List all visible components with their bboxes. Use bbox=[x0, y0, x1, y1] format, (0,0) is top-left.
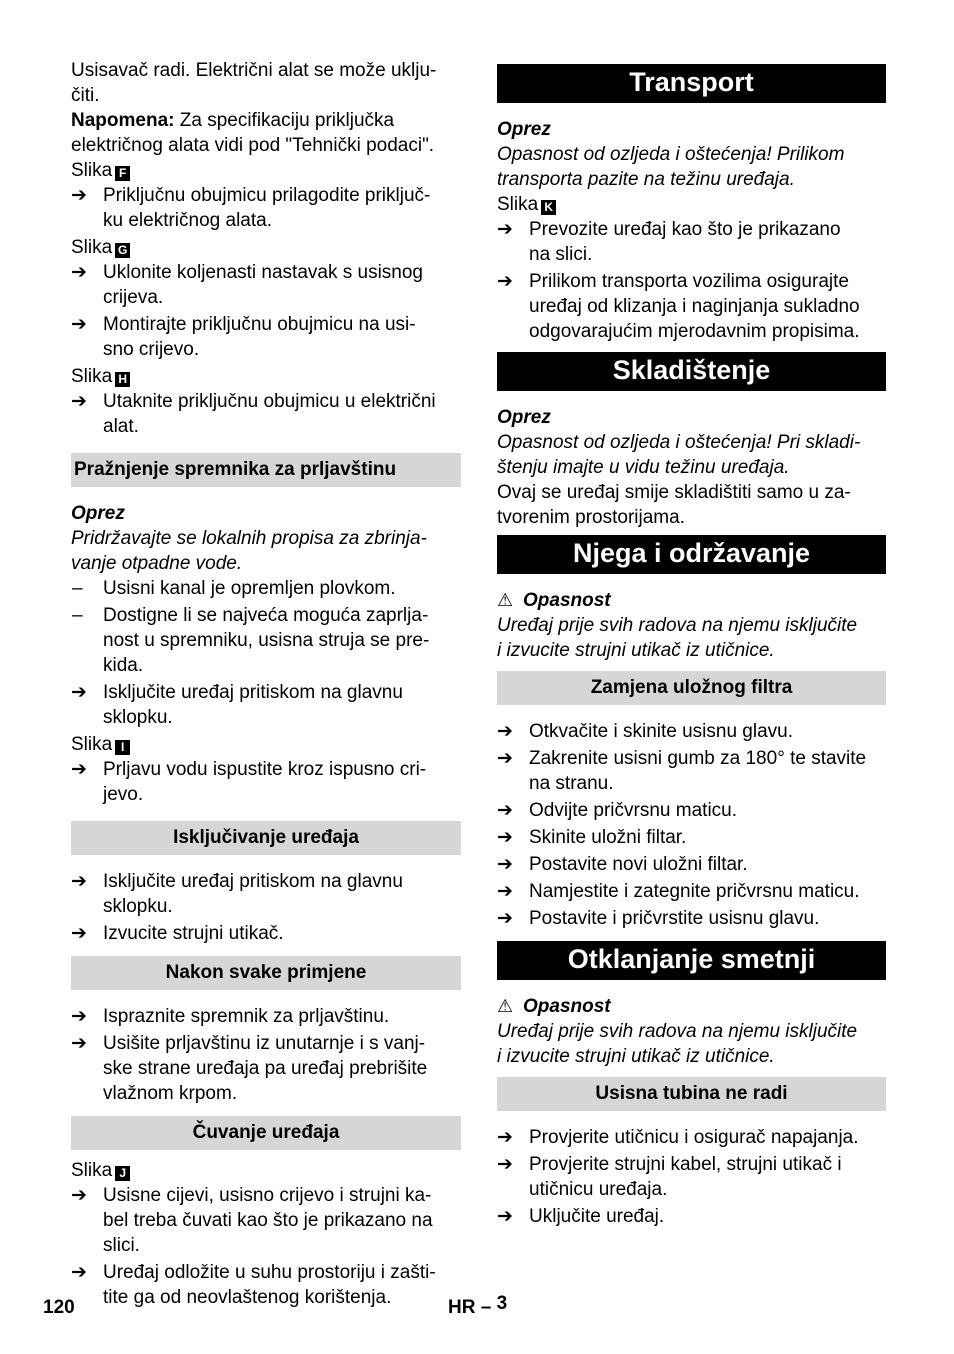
arrow-icon: ➔ bbox=[497, 747, 513, 769]
step-item bbox=[71, 869, 461, 919]
figure-label: Slika bbox=[497, 194, 539, 215]
footer-dash: – bbox=[480, 1297, 492, 1318]
step-item bbox=[71, 1004, 461, 1029]
section-heading-switch-off: Isključivanje uređaja bbox=[71, 821, 461, 855]
figure-ref bbox=[497, 192, 886, 217]
step-item bbox=[497, 217, 886, 267]
step-text: Prljavu vodu ispustite kroz ispusno cri- bbox=[103, 759, 427, 780]
step-text: Usisne cijevi, usisno crijevo i strujni ka- bbox=[103, 1185, 432, 1206]
step-text: uređaj od klizanja i naginjanja sukladno bbox=[529, 296, 860, 317]
warning-text: i izvucite strujni utikač iz utičnice. bbox=[497, 1046, 775, 1067]
dash-marker: – bbox=[72, 578, 83, 599]
figure-badge-h: H bbox=[115, 372, 130, 387]
section-heading-turbine: Usisna tubina ne radi bbox=[497, 1077, 886, 1111]
text-line: Usisavač radi. Električni alat se može uklju- bbox=[71, 60, 437, 81]
section-page-number: 3 bbox=[496, 1293, 508, 1314]
section-heading-after-use: Nakon svake primjene bbox=[71, 956, 461, 990]
dash-item bbox=[71, 603, 461, 678]
step-item bbox=[497, 1125, 886, 1150]
arrow-icon: ➔ bbox=[497, 1205, 513, 1227]
figure-label: Slika bbox=[71, 366, 113, 387]
warning-text: Uređaj prije svih radova na njemu isključite bbox=[497, 1021, 858, 1042]
step-text: Isključite uređaj pritiskom na glavnu bbox=[103, 871, 403, 892]
arrow-icon: ➔ bbox=[71, 922, 87, 944]
step-text: Uređaj odložite u suhu prostoriju i zašti- bbox=[103, 1262, 436, 1283]
step-item bbox=[71, 757, 461, 807]
step-text: Uklonite koljenasti nastavak s usisnog bbox=[103, 262, 424, 283]
text-line: tvorenim prostorijama. bbox=[497, 507, 685, 528]
dash-text: Usisni kanal je opremljen plovkom. bbox=[103, 578, 396, 599]
step-item bbox=[497, 269, 886, 344]
step-text: Skinite uložni filtar. bbox=[529, 827, 687, 848]
step-text: Prevozite uređaj kao što je prikazano bbox=[529, 219, 841, 240]
step-text: bel treba čuvati kao što je prikazano na bbox=[103, 1210, 433, 1231]
section-heading-filter: Zamjena uložnog filtra bbox=[497, 671, 886, 705]
step-item bbox=[497, 906, 886, 931]
figure-badge-g: G bbox=[115, 243, 130, 258]
step-item bbox=[497, 825, 886, 850]
step-text: odgovarajućim mjerodavnim propisima. bbox=[529, 321, 860, 342]
language-code: HR bbox=[448, 1297, 476, 1318]
step-text: Postavite i pričvrstite usisnu glavu. bbox=[529, 908, 820, 929]
step-item bbox=[497, 798, 886, 823]
step-item bbox=[71, 1183, 461, 1258]
section-heading-transport: Transport bbox=[497, 64, 886, 103]
arrow-icon: ➔ bbox=[497, 720, 513, 742]
section-heading-troubleshooting: Otklanjanje smetnji bbox=[497, 941, 886, 980]
warning-triangle-icon: ⚠ bbox=[497, 996, 514, 1017]
section-heading-emptying: Pražnjenje spremnika za prljavštinu bbox=[71, 453, 461, 487]
arrow-icon: ➔ bbox=[71, 390, 87, 412]
figure-badge-k: K bbox=[541, 200, 556, 215]
step-text: Namjestite i zategnite pričvrsnu maticu. bbox=[529, 881, 860, 902]
step-item bbox=[497, 1204, 886, 1229]
arrow-icon: ➔ bbox=[71, 184, 87, 206]
dash-marker: – bbox=[72, 605, 83, 626]
arrow-icon: ➔ bbox=[71, 1184, 87, 1206]
figure-badge-i: I bbox=[115, 740, 130, 755]
step-text: ske strane uređaja pa uređaj prebrišite bbox=[103, 1058, 428, 1079]
warning-text: Uređaj prije svih radova na njemu isključite bbox=[497, 615, 858, 636]
danger-label: Opasnost bbox=[523, 590, 611, 611]
step-text: sno crijevo. bbox=[103, 339, 200, 360]
step-text: na stranu. bbox=[529, 773, 614, 794]
step-text: sklopku. bbox=[103, 707, 173, 728]
step-item bbox=[497, 719, 886, 744]
step-text: na slici. bbox=[529, 244, 593, 265]
step-text: Otkvačite i skinite usisnu glavu. bbox=[529, 721, 794, 742]
note-line bbox=[71, 108, 461, 133]
warning-text: štenju imajte u vidu težinu uređaja. bbox=[497, 457, 790, 478]
figure-badge-j: J bbox=[115, 1166, 130, 1181]
arrow-icon: ➔ bbox=[497, 826, 513, 848]
text-line: čiti. bbox=[71, 85, 100, 106]
arrow-icon: ➔ bbox=[497, 218, 513, 240]
arrow-icon: ➔ bbox=[497, 907, 513, 929]
warning-text: i izvucite strujni utikač iz utičnice. bbox=[497, 640, 775, 661]
danger-line bbox=[497, 588, 886, 613]
step-item bbox=[71, 1260, 461, 1310]
text-line: električnog alata vidi pod "Tehnički podaci". bbox=[71, 135, 435, 156]
dash-text: nost u spremniku, usisna struja se pre- bbox=[103, 630, 430, 651]
step-text: vlažnom krpom. bbox=[103, 1083, 238, 1104]
figure-badge-f: F bbox=[115, 166, 130, 181]
figure-label: Slika bbox=[71, 237, 113, 258]
step-text: Utaknite priključnu obujmicu u električni bbox=[103, 391, 436, 412]
step-text: Postavite novi uložni filtar. bbox=[529, 854, 748, 875]
step-text: Zakrenite usisni gumb za 180° te stavite bbox=[529, 748, 867, 769]
arrow-icon: ➔ bbox=[71, 261, 87, 283]
page-number: 120 bbox=[43, 1297, 75, 1318]
arrow-icon: ➔ bbox=[71, 1005, 87, 1027]
section-heading-storage: Čuvanje uređaja bbox=[71, 1116, 461, 1150]
section-heading-storage: Skladištenje bbox=[497, 352, 886, 391]
arrow-icon: ➔ bbox=[71, 1032, 87, 1054]
danger-line bbox=[497, 994, 886, 1019]
warning-text: transporta pazite na težinu uređaja. bbox=[497, 169, 795, 190]
arrow-icon: ➔ bbox=[71, 1261, 87, 1283]
step-text: jevo. bbox=[103, 784, 144, 805]
arrow-icon: ➔ bbox=[497, 1126, 513, 1148]
arrow-icon: ➔ bbox=[497, 1153, 513, 1175]
step-item bbox=[71, 389, 461, 439]
dash-text: Dostigne li se najveća moguća zaprlja- bbox=[103, 605, 429, 626]
figure-label: Slika bbox=[71, 1160, 113, 1181]
step-item bbox=[497, 746, 886, 796]
dash-item bbox=[71, 576, 461, 601]
step-item bbox=[71, 183, 461, 233]
step-text: Montirajte priključnu obujmicu na usi- bbox=[103, 314, 416, 335]
step-item bbox=[497, 852, 886, 877]
caution-label: Oprez bbox=[497, 119, 551, 140]
note-label: Napomena: bbox=[71, 110, 175, 131]
figure-ref bbox=[71, 1158, 461, 1183]
step-item bbox=[71, 312, 461, 362]
note-text: Za specifikaciju priključka bbox=[174, 110, 395, 131]
arrow-icon: ➔ bbox=[497, 799, 513, 821]
arrow-icon: ➔ bbox=[71, 758, 87, 780]
dash-text: kida. bbox=[103, 655, 144, 676]
step-text: Prilikom transporta vozilima osigurajte bbox=[529, 271, 849, 292]
text-line: Ovaj se uređaj smije skladištiti samo u za- bbox=[497, 482, 851, 503]
caution-label: Oprez bbox=[71, 503, 125, 524]
step-text: slici. bbox=[103, 1235, 140, 1256]
arrow-icon: ➔ bbox=[497, 270, 513, 292]
left-column bbox=[71, 58, 461, 1312]
step-text: Izvucite strujni utikač. bbox=[103, 923, 284, 944]
step-text: Uključite uređaj. bbox=[529, 1206, 665, 1227]
section-heading-care: Njega i održavanje bbox=[497, 535, 886, 574]
step-text: Usišite prljavštinu iz unutarnje i s vanj- bbox=[103, 1033, 426, 1054]
warning-triangle-icon: ⚠ bbox=[497, 590, 514, 611]
step-text: Provjerite utičnicu i osigurač napajanja. bbox=[529, 1127, 859, 1148]
figure-ref bbox=[71, 158, 461, 183]
step-text: Isključite uređaj pritiskom na glavnu bbox=[103, 682, 403, 703]
arrow-icon: ➔ bbox=[71, 681, 87, 703]
figure-label: Slika bbox=[71, 160, 113, 181]
step-text: Priključnu obujmicu prilagodite priključ- bbox=[103, 185, 431, 206]
step-text: sklopku. bbox=[103, 896, 173, 917]
step-item bbox=[71, 921, 461, 946]
warning-text: Opasnost od ozljeda i oštećenja! Prilikom bbox=[497, 144, 845, 165]
step-text: Ispraznite spremnik za prljavštinu. bbox=[103, 1006, 390, 1027]
step-item bbox=[71, 260, 461, 310]
arrow-icon: ➔ bbox=[497, 853, 513, 875]
step-text: ku električnog alata. bbox=[103, 210, 272, 231]
figure-ref bbox=[71, 732, 461, 757]
step-text: tite ga od neovlaštenog korištenja. bbox=[103, 1287, 392, 1308]
step-item bbox=[71, 1031, 461, 1106]
step-text: Odvijte pričvrsnu maticu. bbox=[529, 800, 738, 821]
caution-label: Oprez bbox=[497, 407, 551, 428]
step-text: crijeva. bbox=[103, 287, 164, 308]
figure-label: Slika bbox=[71, 734, 113, 755]
step-item bbox=[497, 879, 886, 904]
arrow-icon: ➔ bbox=[71, 313, 87, 335]
step-text: utičnicu uređaja. bbox=[529, 1179, 668, 1200]
warning-text: Opasnost od ozljeda i oštećenja! Pri skladi- bbox=[497, 432, 861, 453]
step-item bbox=[71, 680, 461, 730]
step-text: alat. bbox=[103, 416, 139, 437]
right-column bbox=[497, 58, 886, 1231]
footer-language-marker bbox=[448, 1293, 508, 1319]
step-item bbox=[497, 1152, 886, 1202]
danger-label: Opasnost bbox=[523, 996, 611, 1017]
figure-ref bbox=[71, 364, 461, 389]
arrow-icon: ➔ bbox=[497, 880, 513, 902]
figure-ref bbox=[71, 235, 461, 260]
step-text: Provjerite strujni kabel, strujni utikač i bbox=[529, 1154, 842, 1175]
arrow-icon: ➔ bbox=[71, 870, 87, 892]
warning-text: Pridržavajte se lokalnih propisa za zbrinja- bbox=[71, 528, 427, 549]
warning-text: vanje otpadne vode. bbox=[71, 553, 243, 574]
